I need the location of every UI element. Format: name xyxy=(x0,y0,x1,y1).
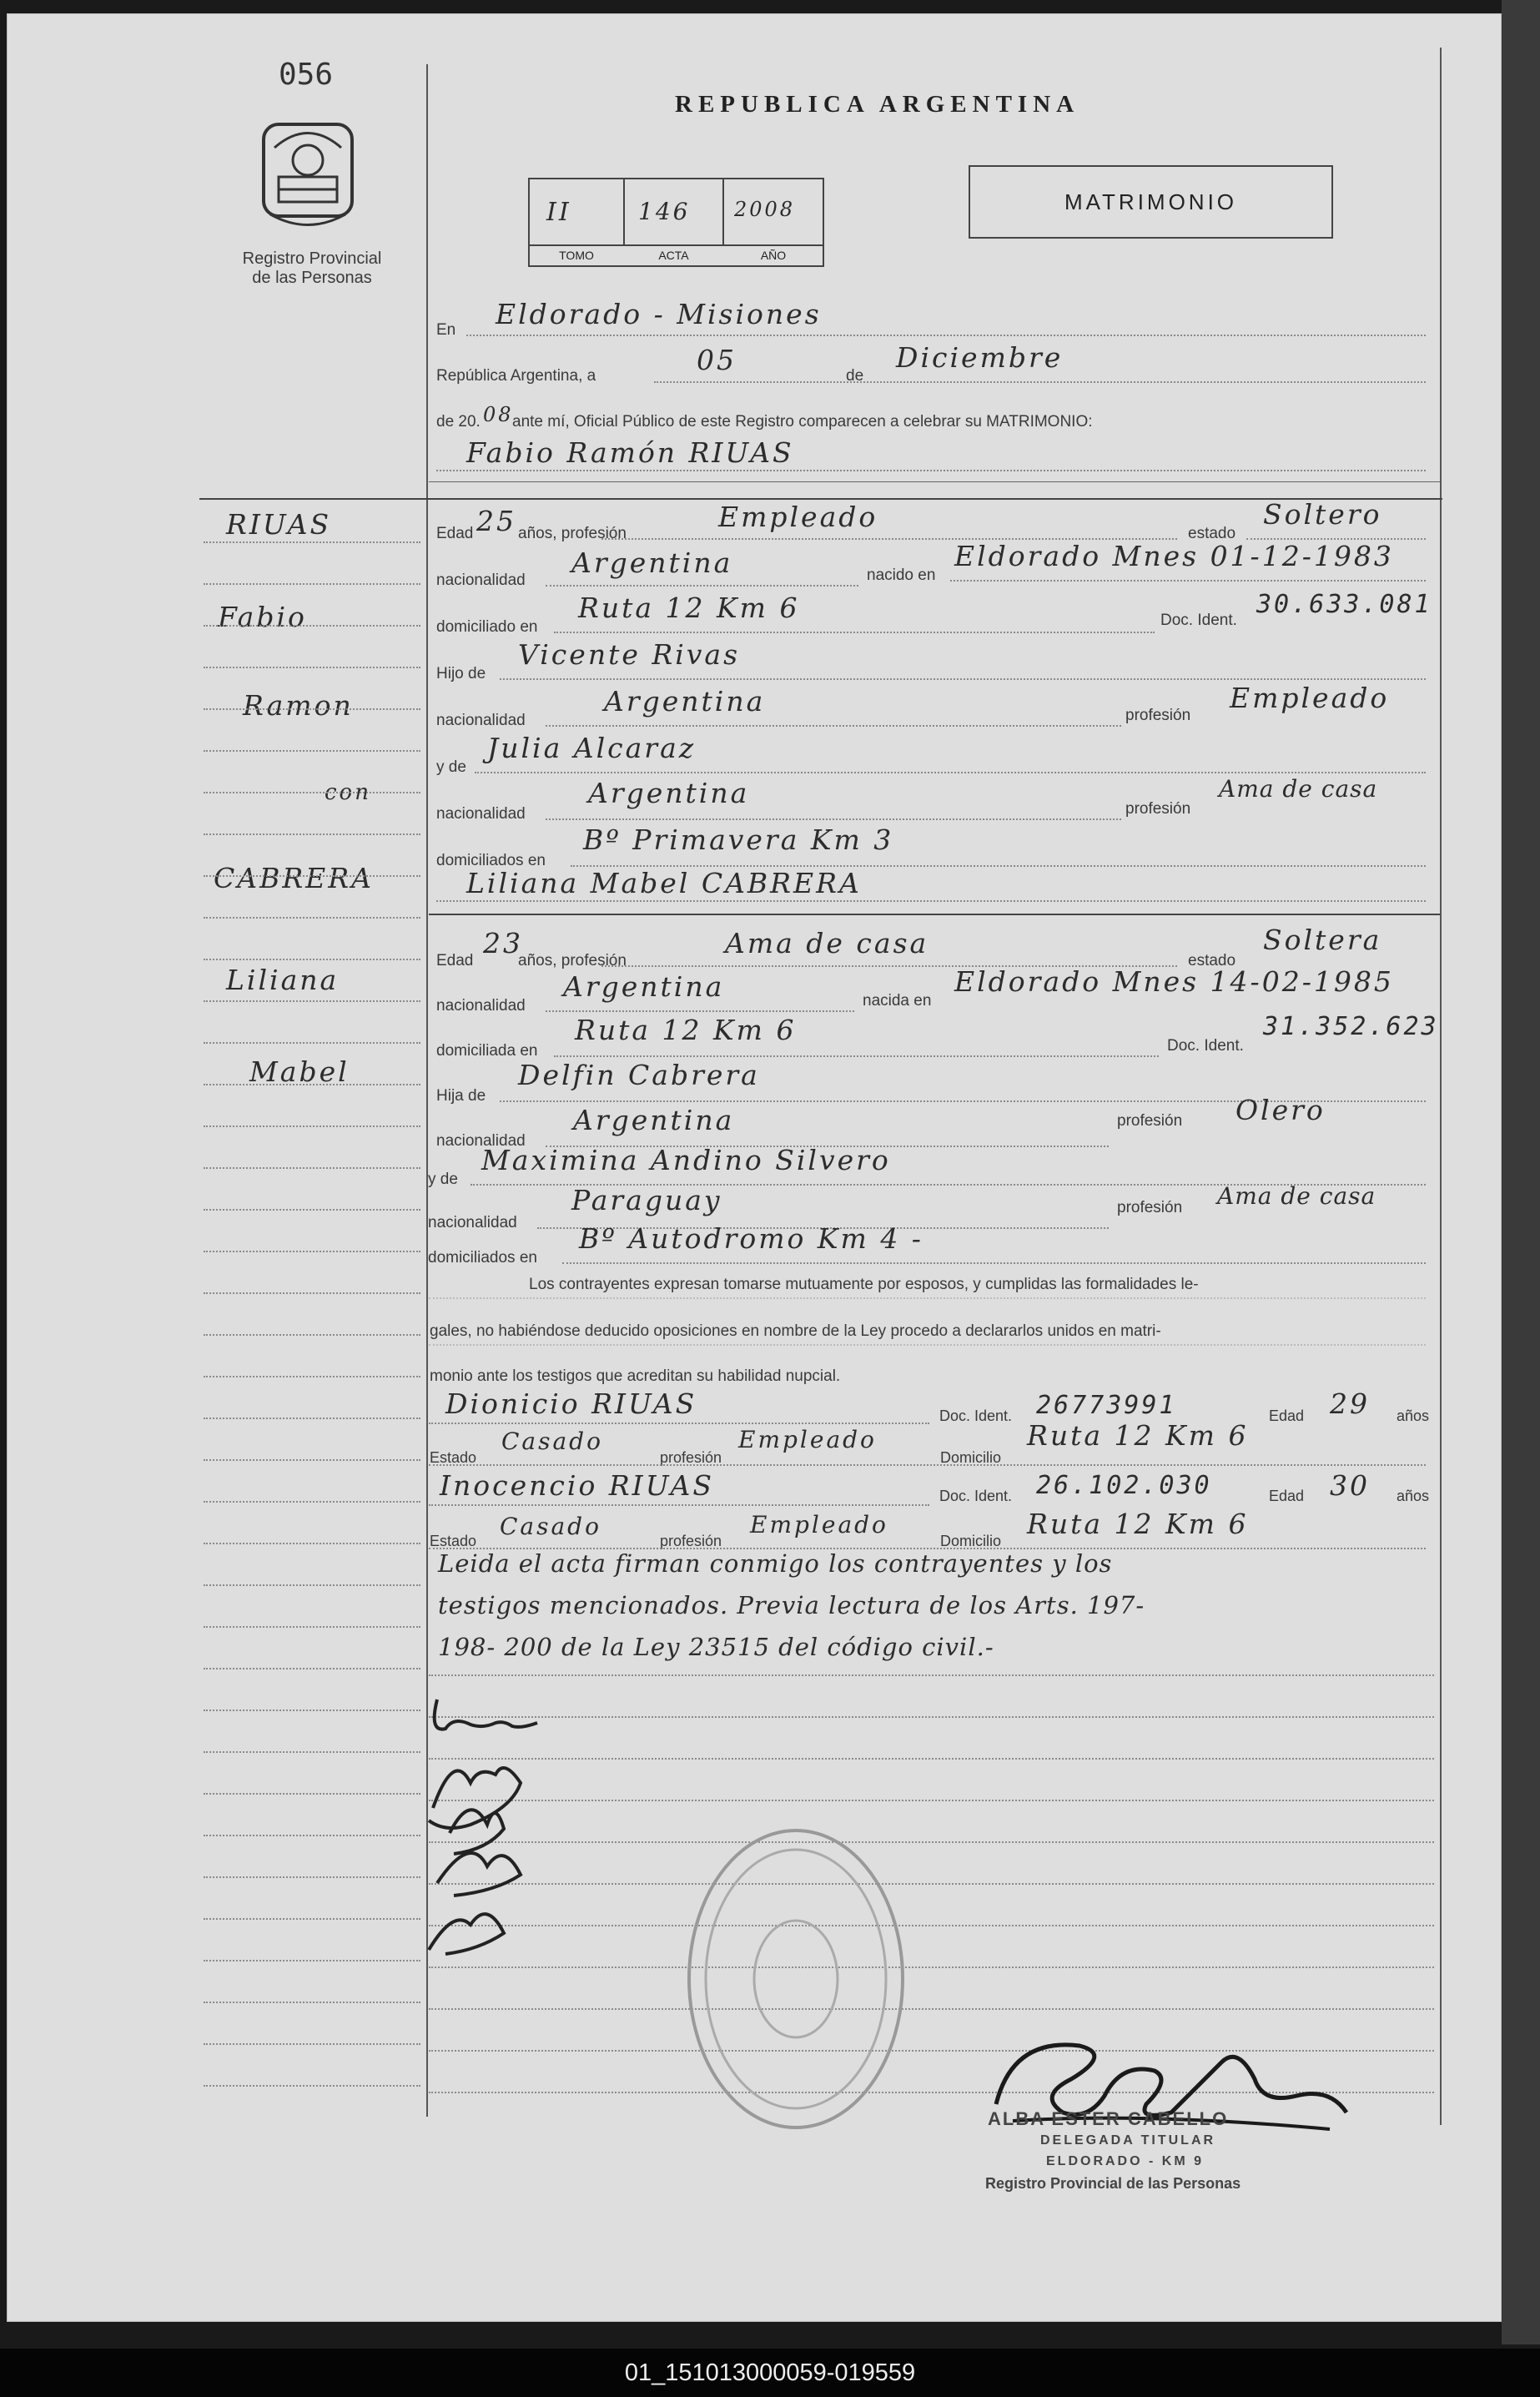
stamp-name: ALBA ESTER CABELLO xyxy=(988,2108,1229,2129)
bride-nac-padre-label: nacionalidad xyxy=(436,1132,526,1150)
bride-nacionalidad: Argentina xyxy=(563,970,725,1003)
margin-ruled-line xyxy=(204,1376,420,1377)
witness-1-doc: 26773991 xyxy=(1036,1391,1177,1420)
intro-day: 05 xyxy=(697,344,737,376)
de-label: de xyxy=(846,367,864,385)
bride-nac-label: nacionalidad xyxy=(436,997,526,1015)
margin-ruled-line xyxy=(204,1751,420,1753)
bride-doms-label: domiciliados en xyxy=(428,1249,537,1266)
bride-nacida: Eldorado Mnes 14-02-1985 xyxy=(954,965,1394,998)
margin-ruled-line xyxy=(204,1876,420,1878)
margin-ruled-line xyxy=(204,1501,420,1503)
groom-nac-madre-label: nacionalidad xyxy=(436,805,526,823)
groom-doc: 30.633.081 xyxy=(1256,590,1432,619)
acta-label: ACTA xyxy=(658,249,689,262)
bride-prof-padre-label: profesión xyxy=(1117,1112,1183,1130)
margin-ruled-line xyxy=(204,2085,420,2087)
closing-line-2: testigos mencionados. Previa lectura de los Arts. 197- xyxy=(438,1591,1145,1619)
bride-anios-label: años, profesión xyxy=(518,952,627,969)
tomo-label: TOMO xyxy=(559,249,594,262)
margin-surname-bride: CABRERA xyxy=(214,862,374,894)
margin-ruled-line xyxy=(204,625,420,627)
margin-name-ramon: Ramon xyxy=(243,689,354,722)
bride-doc-label: Doc. Ident. xyxy=(1167,1037,1244,1055)
margin-ruled-line xyxy=(204,959,420,960)
margin-ruled-line xyxy=(204,1543,420,1544)
margin-ruled-line xyxy=(204,1626,420,1628)
margin-ruled-line xyxy=(204,750,420,752)
bride-padre: Delfin Cabrera xyxy=(518,1059,760,1091)
margin-name-mabel: Mabel xyxy=(249,1055,350,1088)
groom-nac-madre: Argentina xyxy=(588,777,750,809)
witness-1-dom-label: Domicilio xyxy=(940,1449,1002,1466)
margin-ruled-line xyxy=(204,583,420,585)
closing-line-3: 198- 200 de la Ley 23515 del código civil.- xyxy=(438,1633,994,1661)
intro-text: ante mí, Oficial Público de este Registro comparecen a celebrar su MATRIMONIO: xyxy=(512,413,1093,431)
margin-ruled-line xyxy=(204,1292,420,1294)
record-type: MATRIMONIO xyxy=(1064,189,1238,214)
witness-2-prof-label: profesión xyxy=(660,1533,722,1549)
provincial-seal-icon xyxy=(254,114,362,239)
witness-1-edad: 29 xyxy=(1330,1387,1370,1420)
bride-domicilio: Ruta 12 Km 6 xyxy=(575,1014,797,1046)
witness-1-edad-label: Edad xyxy=(1269,1407,1305,1424)
groom-dom-label: domiciliado en xyxy=(436,618,538,636)
stamp-place: ELDORADO - KM 9 xyxy=(1046,2154,1204,2168)
margin-ruled-line xyxy=(204,1334,420,1336)
margin-ruled-line xyxy=(204,1584,420,1586)
margin-ruled-line xyxy=(204,833,420,835)
witness-2-edad-label: Edad xyxy=(1269,1488,1305,1504)
groom-anios-label: años, profesión xyxy=(518,525,627,542)
witness-1-doc-label: Doc. Ident. xyxy=(939,1407,1013,1424)
witness-2-dom-label: Domicilio xyxy=(940,1533,1002,1549)
margin-ruled-line xyxy=(204,1793,420,1795)
margin-ruled-line xyxy=(204,1668,420,1669)
witness-2-doc: 26.102.030 xyxy=(1036,1471,1212,1500)
declaration-line-1: Los contrayentes expresan tomarse mutuamente por esposos, y cumplidas las formalidades le- xyxy=(529,1276,1199,1293)
margin-ruled-line xyxy=(204,541,420,543)
witness-2-estado: Casado xyxy=(500,1513,601,1540)
bride-estado: Soltera xyxy=(1263,924,1382,956)
closing-line-1: Leida el acta firman conmigo los contrayentes y los xyxy=(438,1549,1113,1578)
margin-ruled-line xyxy=(204,1835,420,1836)
bride-dom-label: domiciliada en xyxy=(436,1042,538,1060)
bride-section-separator xyxy=(429,914,1440,915)
bride-doc: 31.352.623 xyxy=(1263,1012,1439,1041)
bride-madre: Maximina Andino Silvero xyxy=(481,1144,891,1176)
margin-ruled-line xyxy=(204,1960,420,1961)
body-ruled-line xyxy=(429,2008,1434,2010)
margin-ruled-line xyxy=(204,1251,420,1252)
margin-ruled-line xyxy=(204,917,420,919)
tomo-value: II xyxy=(546,198,571,227)
groom-doms-label: domiciliados en xyxy=(436,852,546,869)
witness-2-profesion: Empleado xyxy=(750,1511,888,1538)
groom-estado: Soltero xyxy=(1263,498,1382,531)
intro-year: 08 xyxy=(483,403,514,426)
acta-value: 146 xyxy=(638,198,691,225)
margin-ruled-line xyxy=(204,1918,420,1920)
margin-ruled-line xyxy=(204,2043,420,2045)
groom-doc-label: Doc. Ident. xyxy=(1160,612,1237,629)
groom-yde-label: y de xyxy=(436,758,466,776)
margin-ruled-line xyxy=(204,1710,420,1711)
margin-ruled-line xyxy=(204,1418,420,1419)
declaration-line-2: gales, no habiéndose deducido oposiciones en nombre de la Ley procedo a declararlos unidos en matri- xyxy=(430,1322,1161,1340)
margin-ruled-line xyxy=(204,875,420,877)
de20-label: de 20. xyxy=(436,413,481,431)
groom-edad-label: Edad xyxy=(436,525,474,542)
declaration-line-3: monio ante los testigos que acreditan su habilidad nupcial. xyxy=(430,1367,841,1385)
republica-label: República Argentina, a xyxy=(436,367,596,385)
right-rule xyxy=(1440,48,1442,2125)
groom-domicilio-padres: Bº Primavera Km 3 xyxy=(583,823,894,856)
groom-estado-label: estado xyxy=(1188,525,1236,542)
margin-ruled-line xyxy=(204,667,420,668)
bride-prof-madre-label: profesión xyxy=(1117,1199,1183,1216)
witness-2-doc-label: Doc. Ident. xyxy=(939,1488,1013,1504)
groom-padre: Vicente Rivas xyxy=(518,638,741,671)
stamp-title: DELEGADA TITULAR xyxy=(1040,2133,1216,2148)
body-ruled-line xyxy=(429,1674,1434,1676)
margin-ruled-line xyxy=(204,1209,420,1211)
bride-full-name: Liliana Mabel CABRERA xyxy=(466,867,862,899)
groom-nacionalidad: Argentina xyxy=(571,546,733,579)
intro-place: Eldorado - Misiones xyxy=(496,298,822,330)
anio-label: AÑO xyxy=(760,249,787,262)
witness-2-domicilio: Ruta 12 Km 6 xyxy=(1027,1508,1249,1540)
witness-1-prof-label: profesión xyxy=(660,1449,722,1466)
country-title: REPUBLICA ARGENTINA xyxy=(675,91,1080,118)
witness-2-name: Inocencio RIUAS xyxy=(440,1469,714,1502)
witness-1-profesion: Empleado xyxy=(738,1426,877,1453)
witness-2-estado-label: Estado xyxy=(430,1533,477,1549)
bride-estado-label: estado xyxy=(1188,952,1236,969)
witness-1-estado-label: Estado xyxy=(430,1449,477,1466)
bride-domicilio-padres: Bº Autodromo Km 4 - xyxy=(579,1222,923,1255)
witness-1-domicilio: Ruta 12 Km 6 xyxy=(1027,1419,1249,1452)
bride-yde-label: y de xyxy=(428,1171,458,1188)
bride-edad-label: Edad xyxy=(436,952,474,969)
groom-nac-padre-label: nacionalidad xyxy=(436,712,526,729)
bride-prof-madre: Ama de casa xyxy=(1217,1182,1376,1210)
en-label: En xyxy=(436,321,456,339)
document-id-footer: 01_151013000059-019559 xyxy=(0,2349,1540,2397)
record-type-box xyxy=(969,165,1333,239)
margin-ruled-line xyxy=(204,792,420,793)
margin-ruled-line xyxy=(204,1084,420,1085)
groom-prof-madre: Ama de casa xyxy=(1219,775,1378,803)
groom-profesion: Empleado xyxy=(718,501,878,533)
bride-hija-label: Hija de xyxy=(436,1087,486,1105)
groom-section-separator xyxy=(199,498,1442,500)
margin-ruled-line xyxy=(204,1459,420,1461)
witness-1-name: Dionicio RIUAS xyxy=(445,1387,697,1420)
groom-prof-madre-label: profesión xyxy=(1125,800,1191,818)
margin-surname-groom: RIUAS xyxy=(226,508,332,541)
stamp-registry: Registro Provincial de las Personas xyxy=(985,2175,1241,2192)
margin-ruled-line xyxy=(204,1042,420,1044)
signatures-image xyxy=(420,1683,612,1966)
bride-profesion: Ama de casa xyxy=(725,927,929,959)
groom-prof-padre: Empleado xyxy=(1230,682,1390,714)
record-reference-box xyxy=(528,178,824,267)
witness-1-estado: Casado xyxy=(501,1428,603,1455)
book-spine-edge xyxy=(1502,0,1540,2344)
registry-name: Registro Provincial de las Personas xyxy=(242,249,382,287)
margin-ruled-line xyxy=(204,2002,420,2003)
groom-nacido-label: nacido en xyxy=(867,567,936,584)
witness-2-edad: 30 xyxy=(1330,1469,1370,1502)
margin-ruled-line xyxy=(204,1167,420,1169)
margin-ruled-line xyxy=(204,1000,420,1002)
groom-hijo-label: Hijo de xyxy=(436,665,486,682)
witness-2-anios: años xyxy=(1397,1488,1430,1504)
groom-full-name: Fabio Ramón RIUAS xyxy=(466,436,794,469)
groom-edad: 25 xyxy=(476,505,516,537)
groom-domicilio: Ruta 12 Km 6 xyxy=(578,592,800,624)
groom-prof-padre-label: profesión xyxy=(1125,707,1191,724)
margin-con: con xyxy=(325,780,371,805)
intro-month: Diciembre xyxy=(896,341,1064,374)
groom-madre: Julia Alcaraz xyxy=(487,732,697,764)
bride-nac-padre: Argentina xyxy=(573,1104,735,1136)
groom-nac-label: nacionalidad xyxy=(436,572,526,589)
witness-1-anios: años xyxy=(1397,1407,1430,1424)
anio-value: 2008 xyxy=(734,198,796,221)
official-seal-icon xyxy=(683,1825,908,2133)
certificate-page xyxy=(7,13,1502,2322)
bride-nac-madre: Paraguay xyxy=(571,1184,722,1216)
margin-name-fabio: Fabio xyxy=(218,601,307,633)
groom-nac-padre: Argentina xyxy=(604,685,766,718)
bride-nacida-label: nacida en xyxy=(863,992,932,1010)
bride-nac-madre-label: nacionalidad xyxy=(428,1214,517,1231)
groom-nacido: Eldorado Mnes 01-12-1983 xyxy=(954,540,1394,572)
margin-name-liliana: Liliana xyxy=(226,964,340,996)
bride-prof-padre: Olero xyxy=(1236,1094,1326,1126)
folio-number: 056 xyxy=(279,58,334,92)
body-ruled-line xyxy=(429,1966,1434,1968)
bride-edad: 23 xyxy=(483,927,523,959)
margin-ruled-line xyxy=(204,708,420,710)
margin-ruled-line xyxy=(204,1125,420,1127)
